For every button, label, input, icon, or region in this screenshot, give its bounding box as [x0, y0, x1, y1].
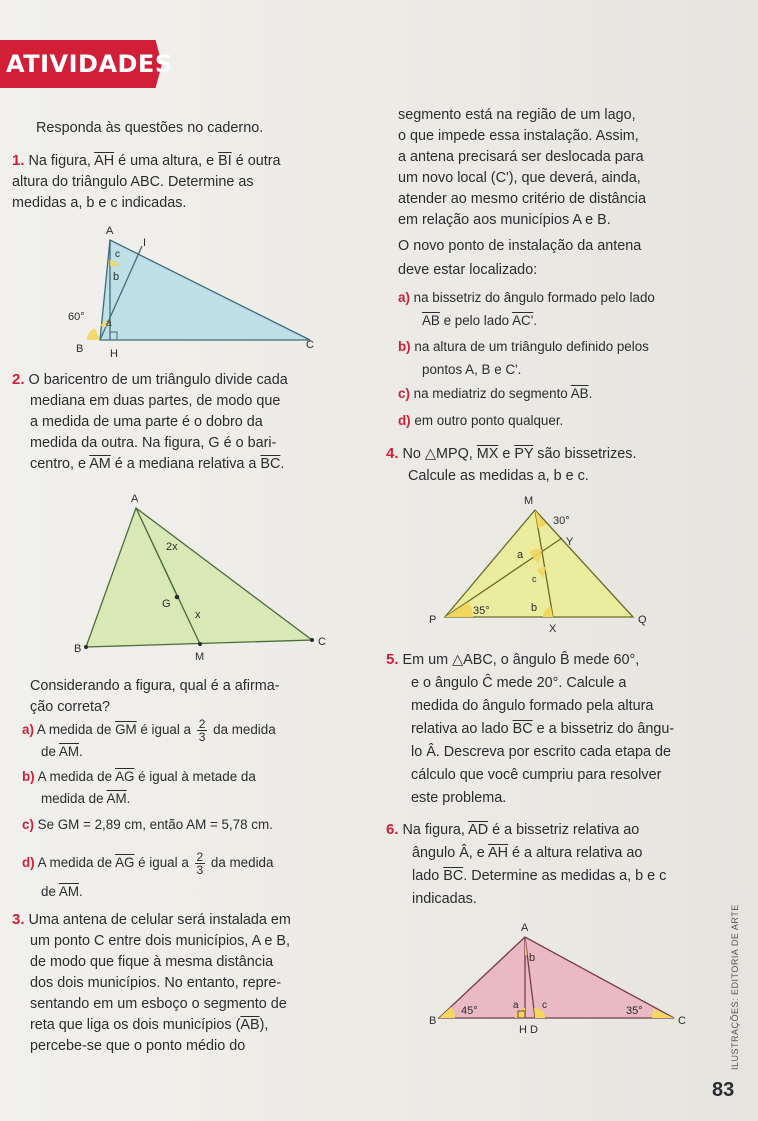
q3-option-b: b) na altura de um triângulo definido pelos	[398, 339, 649, 354]
q4-figure	[425, 490, 665, 640]
q2-number: 2.	[12, 371, 25, 388]
q4-label-P: P	[429, 614, 437, 626]
q2-point-M	[198, 642, 202, 646]
q3-line6: reta que liga os dois municípios $(\overline{AB})$,	[30, 1017, 269, 1033]
q1-label-I: I	[143, 237, 147, 249]
q2-label-A: A	[131, 493, 139, 505]
q2-option-a: a) A medida de $\overline{GM}$ é igual a $\frac{2}{3}$ da medida	[22, 717, 276, 744]
q2-option-d-cont: de $\overline{AM}$.	[41, 884, 83, 899]
q3-line2: um ponto C entre dois municípios, A e B,	[30, 933, 290, 949]
q1-number: 1.	[12, 152, 25, 169]
q5-line5: lo Â. Descreva por escrito cada etapa de	[411, 744, 671, 760]
q6-label-a: a	[513, 1000, 519, 1011]
q4-label-35: 35°	[473, 605, 490, 617]
q1-angle-60	[87, 328, 100, 340]
q6-number: 6.	[386, 821, 399, 838]
q6-label-c: c	[542, 1000, 547, 1011]
q2-line4: medida da outra. Na figura, G é o bari-	[30, 435, 277, 451]
q6-line4: indicadas.	[412, 891, 477, 907]
q4-line1: 4. No △MPQ, $\overline{MX}$ e $\overline{PY}$ são bissetrizes.	[386, 445, 637, 462]
q3-right-line6: em relação aos municípios A e B.	[398, 212, 611, 228]
q3-right-line1: segmento está na região de um lago,	[398, 107, 636, 123]
q3-line3: de modo que fique à mesma distância	[30, 954, 274, 970]
q1-label-H: H	[110, 348, 118, 360]
q6-angle-35	[652, 1009, 674, 1018]
q5-line4: relativa ao lado $\overline{BC}$ e a bissetriz do ângu-	[411, 721, 675, 737]
q2-option-b: b) A medida de $\overline{AG}$ é igual à metade da	[22, 769, 256, 784]
q6-label-b: b	[529, 952, 536, 964]
q1-label-a: a	[106, 318, 112, 329]
q1-line3: medidas a, b e c indicadas.	[12, 195, 187, 211]
q5-number: 5.	[386, 651, 399, 668]
q1-label-B: B	[76, 343, 84, 355]
q2-label-M: M	[195, 651, 205, 663]
q4-label-30: 30°	[553, 515, 570, 527]
q4-line2: Calcule as medidas a, b e c.	[408, 468, 589, 484]
q5-line6: cálculo que você cumpriu para resolver	[411, 767, 662, 783]
q6-line1: 6. Na figura, $\overline{AD}$ é a bissetriz relativa ao	[386, 821, 640, 838]
q2-label-G: G	[162, 598, 171, 610]
q4-number: 4.	[386, 445, 399, 462]
q2-figure	[74, 490, 330, 665]
q3-line1: 3. Uma antena de celular será instalada em	[12, 911, 291, 928]
q4-label-M: M	[524, 495, 534, 507]
q3-option-a: a) na bissetriz do ângulo formado pelo lado	[398, 290, 655, 305]
q6-line2: ângulo Â, e $\overline{AH}$ é a altura relativa ao	[412, 845, 643, 861]
q2-label-2x: 2x	[166, 541, 178, 553]
q2-label-x: x	[195, 609, 201, 621]
q2-question-line2: ção correta?	[30, 699, 110, 715]
q2-label-B: B	[74, 643, 82, 655]
q4-label-Q: Q	[638, 614, 647, 626]
q2-line1: 2. O baricentro de um triângulo divide cada	[12, 371, 288, 388]
q6-label-A: A	[521, 922, 529, 934]
q1-line1: 1. Na figura, $\overline{AH}$ é uma altura, e $\overline{BI}$ é outra	[12, 152, 281, 169]
intro-text: Responda às questões no caderno.	[36, 120, 264, 136]
q2-line5: centro, e $\overline{AM}$ é a mediana relativa a $\overline{BC}$.	[30, 456, 285, 472]
q3-option-d: d) em outro ponto qualquer.	[398, 413, 564, 428]
q6-label-HD: H D	[519, 1024, 538, 1036]
q3-line5: sentando em um esboço o segmento de	[30, 996, 287, 1012]
q2-question-line1: Considerando a figura, qual é a afirma-	[30, 678, 280, 694]
q4-label-X: X	[549, 623, 557, 635]
q1-label-A: A	[106, 225, 114, 237]
q6-figure	[425, 915, 695, 1040]
q6-line3: lado $\overline{BC}$. Determine as medidas a, b e c	[412, 868, 667, 884]
q2-point-G	[175, 595, 180, 600]
q3-option-b-cont: pontos A, B e C'.	[422, 362, 522, 377]
q1-triangle	[100, 240, 310, 340]
q3-right-line4: um novo local (C'), que deverá, ainda,	[398, 170, 641, 186]
q2-option-a-cont: de $\overline{AM}$.	[41, 744, 83, 759]
q5-line3: medida do ângulo formado pela altura	[411, 698, 654, 714]
q3-right-line8: deve estar localizado:	[398, 262, 538, 278]
q2-option-d: d) A medida de $\overline{AG}$ é igual a $\frac{2}{3}$ da medida	[22, 850, 274, 877]
q6-label-B: B	[429, 1015, 437, 1027]
q3-option-c: c) na mediatriz do segmento $\overline{AB}$.	[398, 386, 593, 401]
q4-label-c: c	[532, 574, 537, 584]
q2-line2: mediana em duas partes, de modo que	[30, 393, 281, 409]
q1-label-60: 60°	[68, 311, 85, 323]
q3-line4: dos dois municípios. No entanto, repre-	[30, 975, 282, 991]
q1-label-c: c	[115, 249, 120, 260]
illustration-credit: ILUSTRAÇÕES: EDITORIA DE ARTE	[730, 904, 740, 1070]
q1-label-C: C	[306, 339, 314, 351]
q2-point-B	[84, 645, 88, 649]
section-title: ATIVIDADES	[6, 50, 173, 78]
q3-right-line7: O novo ponto de instalação da antena	[398, 238, 642, 254]
q1-label-b: b	[113, 271, 120, 283]
q6-label-35: 35°	[626, 1005, 643, 1017]
q2-label-C: C	[318, 636, 326, 648]
q6-label-C: C	[678, 1015, 686, 1027]
q2-option-b-cont: medida de $\overline{AM}$.	[41, 791, 131, 806]
q3-right-line3: a antena precisará ser deslocada para	[398, 149, 644, 165]
q4-label-b: b	[531, 602, 538, 614]
q1-line2: altura do triângulo ABC. Determine as	[12, 174, 254, 190]
q2-line3: a medida de uma parte é o dobro da	[30, 414, 263, 430]
q1-figure	[60, 222, 320, 362]
q3-line7: percebe-se que o ponto médio do	[30, 1038, 246, 1054]
q3-right-line2: o que impede essa instalação. Assim,	[398, 128, 639, 144]
q5-line1: 5. Em um △ABC, o ângulo B̂ mede 60°,	[386, 651, 640, 668]
q5-line7: este problema.	[411, 790, 507, 806]
q3-option-a-cont: $\overline{AB}$ e pelo lado AC'.	[422, 313, 538, 328]
page-number: 83	[712, 1079, 735, 1101]
q6-label-45: 45°	[461, 1005, 478, 1017]
q2-option-c: c) Se GM = 2,89 cm, então AM = 5,78 cm.	[22, 817, 273, 832]
q5-line2: e o ângulo Ĉ mede 20°. Calcule a	[411, 675, 627, 691]
q2-triangle	[86, 508, 312, 647]
q4-label-a: a	[517, 549, 524, 561]
q3-number: 3.	[12, 911, 25, 928]
q3-right-line5: atender ao mesmo critério de distância	[398, 191, 646, 207]
q2-point-C	[310, 638, 314, 642]
q4-label-Y: Y	[566, 536, 574, 548]
